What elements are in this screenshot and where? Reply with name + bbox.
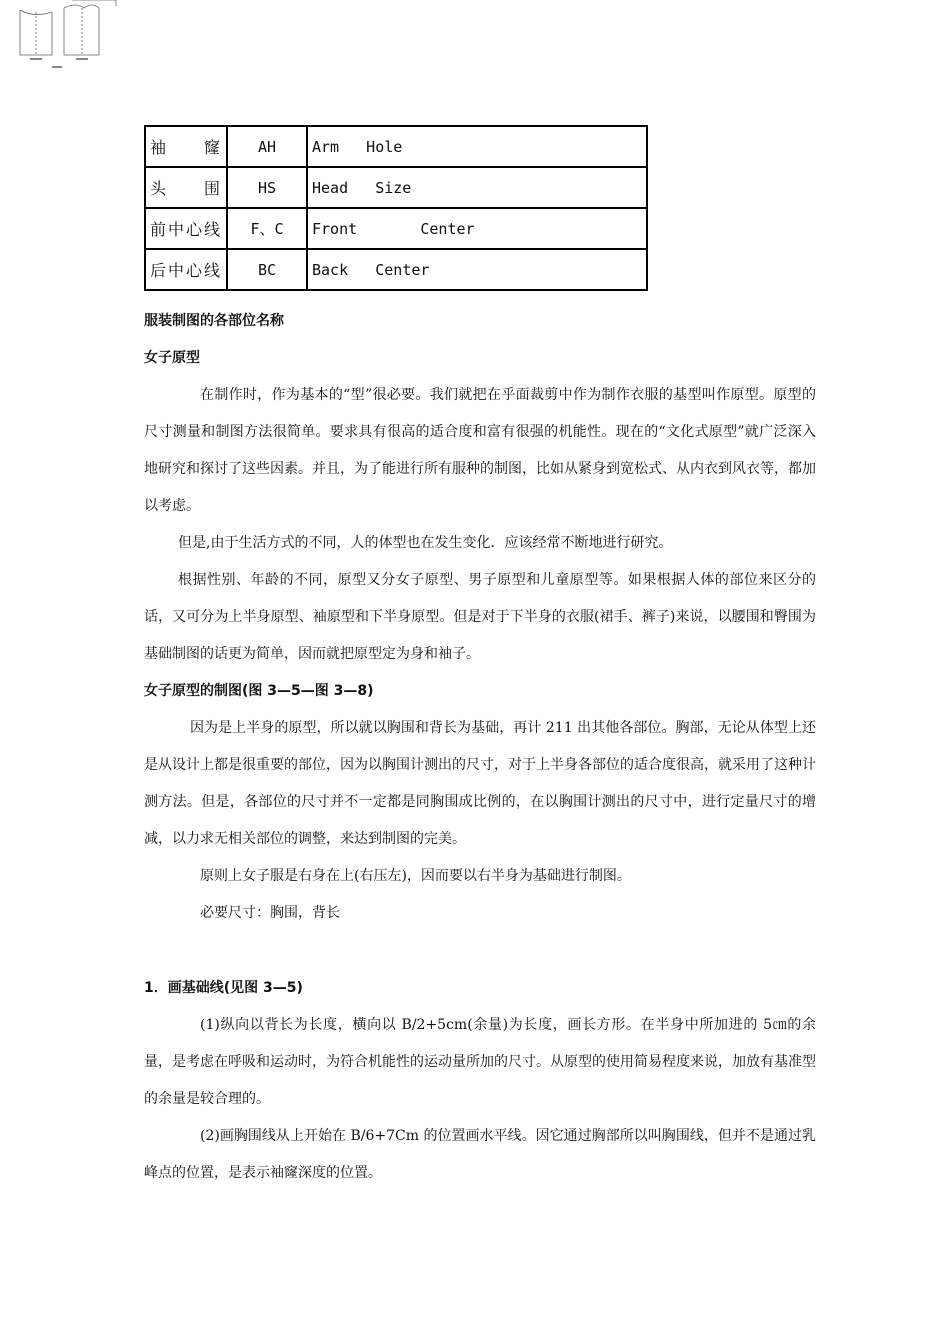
section-heading: 女子原型 bbox=[144, 350, 200, 366]
paragraph: 必要尺寸：胸围，背长 bbox=[200, 905, 340, 921]
term-abbreviation: BC bbox=[227, 249, 307, 290]
term-chinese: 后中心线 bbox=[145, 249, 227, 290]
paragraph: 但是,由于生活方式的不同，人的体型也在发生变化．应该经常不断地进行研究。 bbox=[178, 535, 673, 551]
term-abbreviation: F、C bbox=[227, 208, 307, 249]
paragraph: (2)画胸围线从上开始在 B/6+7Cm 的位置画水平线。因它通过胸部所以叫胸围线，但并不是通过乳峰点的位置，是表示袖窿深度的位置。 bbox=[144, 1128, 816, 1181]
table-row bbox=[145, 167, 647, 208]
paragraph: 原则上女子服是右身在上(右压左)，因而要以右半身为基础进行制图。 bbox=[200, 868, 631, 884]
paragraph: 因为是上半身的原型，所以就以胸围和背长为基础，再计 211 出其他各部位。胸部，无论从体型上还是从设计上都是很重要的部位，因为以胸围计测出的尺寸，对于上半身各部位的适合度很高，就采用了这种计测方法。但是，各部位的尺寸并不一定都是同胸围成比例的，在以胸围计测出的尺寸中，进行定量尺寸的增减，以力求无相关部位的调整，来达到制图的完美。 bbox=[144, 720, 816, 847]
section-heading: 女子原型的制图(图 3—5—图 3—8) bbox=[144, 683, 374, 699]
table-row bbox=[145, 126, 647, 167]
document-body bbox=[144, 303, 816, 1192]
term-english: Head Size bbox=[307, 167, 647, 208]
term-english: Front Center bbox=[307, 208, 647, 249]
term-abbreviation: AH bbox=[227, 126, 307, 167]
section-heading: 服装制图的各部位名称 bbox=[144, 313, 284, 329]
table-row bbox=[145, 208, 647, 249]
terms-table bbox=[144, 125, 648, 291]
table-row bbox=[145, 249, 647, 290]
term-chinese: 前中心线 bbox=[145, 208, 227, 249]
term-english: Back Center bbox=[307, 249, 647, 290]
section-heading: 1．画基础线(见图 3—5) bbox=[144, 980, 303, 996]
paragraph: 根据性别、年龄的不同，原型又分女子原型、男子原型和儿童原型等。如果根据人体的部位来区分的话，又可分为上半身原型、袖原型和下半身原型。但是对于下半身的衣服(裙手、裤子)来说，以腰围和臀围为基础制图的话更为简单，因而就把原型定为身和袖子。 bbox=[144, 572, 816, 662]
term-chinese: 袖 窿 bbox=[145, 126, 227, 167]
pattern-thumbnail-image bbox=[14, 0, 124, 86]
paragraph: 在制作时，作为基本的“型”很必要。我们就把在乎面裁剪中作为制作衣服的基型叫作原型。原型的尺寸测量和制图方法很简单。要求具有很高的适合度和富有很强的机能性。现在的“文化式原型”就广泛深入地研究和探讨了这些因素。并且，为了能进行所有服种的制图，比如从紧身到宽松式、从内衣到风衣等，都加以考虑。 bbox=[144, 387, 816, 514]
term-english: Arm Hole bbox=[307, 126, 647, 167]
term-abbreviation: HS bbox=[227, 167, 307, 208]
paragraph: (1)纵向以背长为长度，横向以 B/2+5cm(余量)为长度，画长方形。在半身中所加进的 5㎝的余量，是考虑在呼吸和运动时，为符合机能性的运动量所加的尺寸。从原型的使用简易程度来说，加放有基准型的余量是较合理的。 bbox=[144, 1017, 816, 1107]
term-chinese: 头 围 bbox=[145, 167, 227, 208]
